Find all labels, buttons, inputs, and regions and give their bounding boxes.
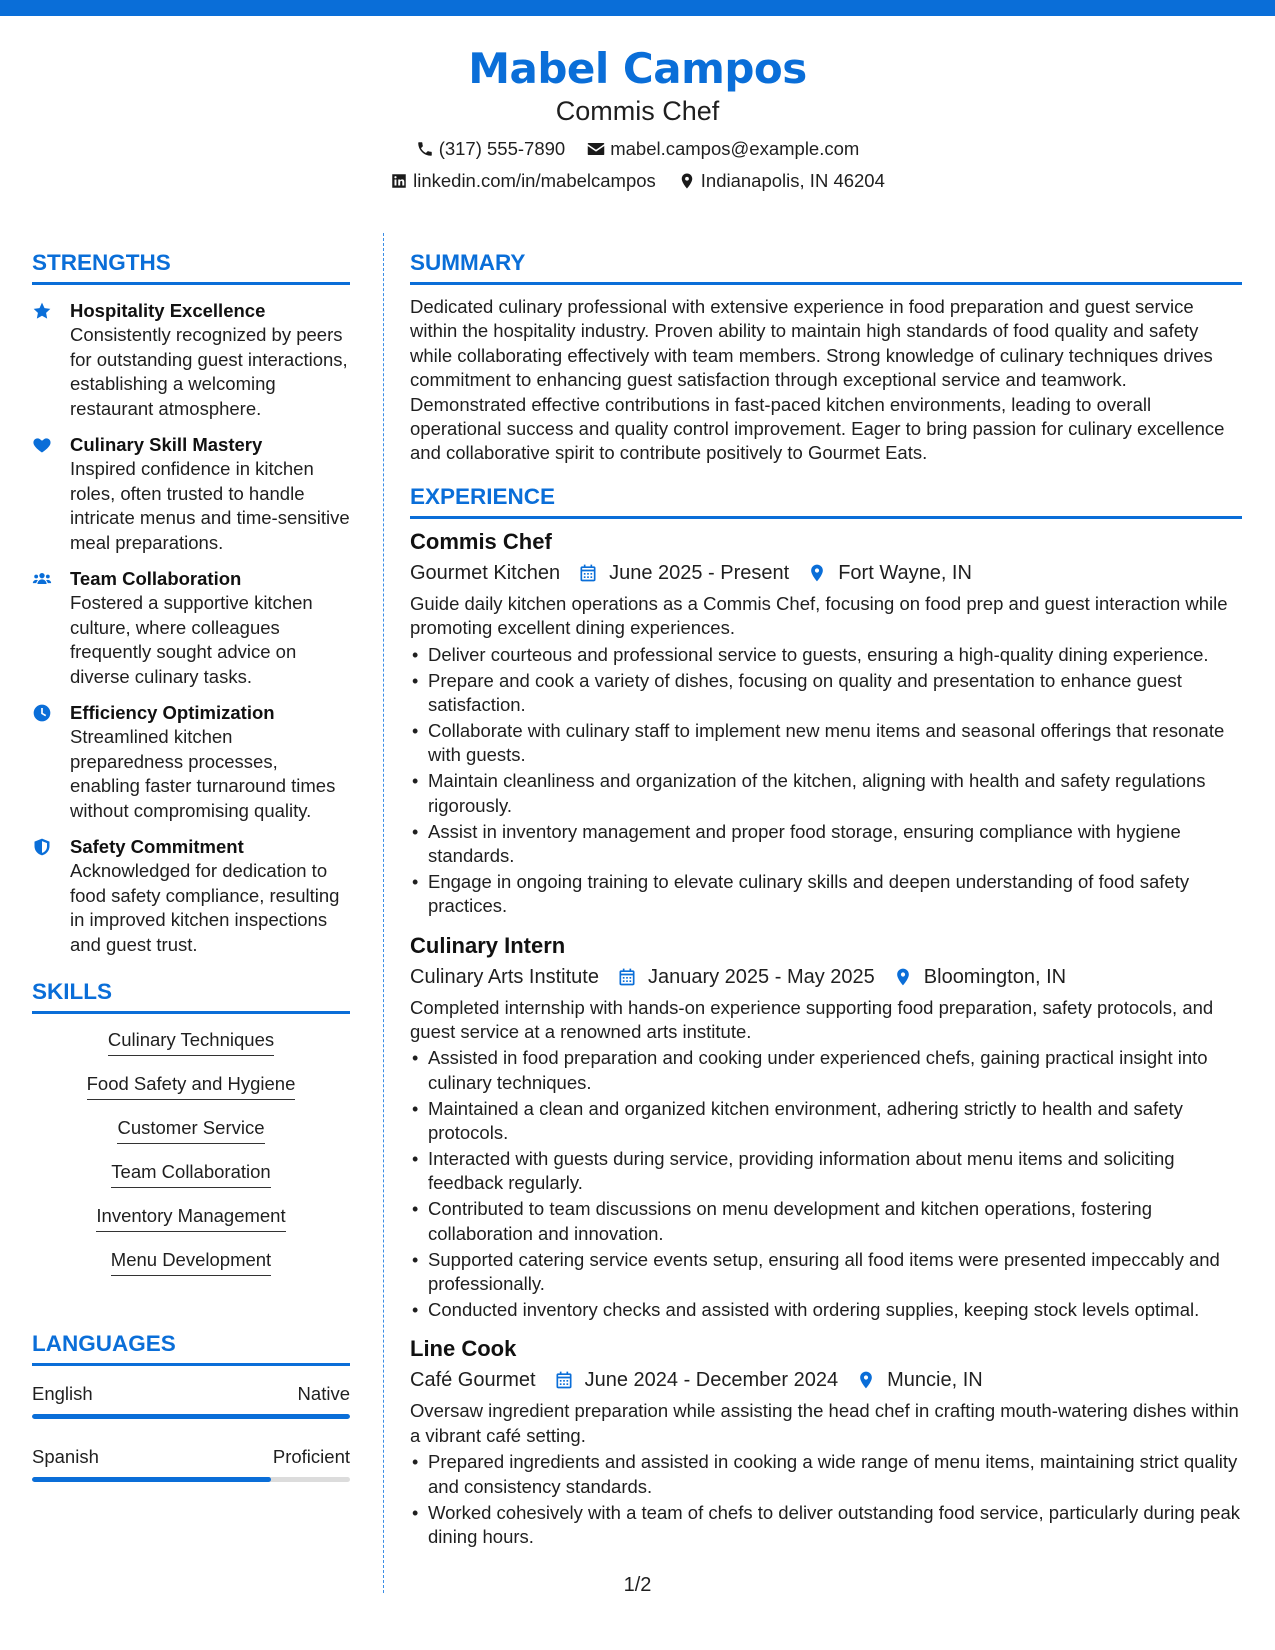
job-bullet: • Interacted with guests during service, providing information about menu items and soliciting feedback regularly. — [410, 1147, 1242, 1196]
skill-item: Culinary Techniques — [108, 1028, 274, 1056]
job-dates: June 2024 - December 2024 — [584, 1369, 839, 1392]
job-meta — [410, 559, 1242, 587]
clock-icon — [32, 703, 52, 723]
strength-title: Hospitality Excellence — [70, 300, 266, 321]
strength-title: Safety Commitment — [70, 836, 244, 857]
phone-text: (317) 555-7890 — [438, 138, 566, 159]
language-name: Spanish — [32, 1446, 99, 1467]
top-accent-bar — [0, 0, 1275, 16]
contact-row-1 — [0, 137, 1275, 161]
language-name: English — [32, 1383, 93, 1404]
job-title: Commis Chef — [410, 528, 552, 554]
strengths-heading: STRENGTHS — [32, 248, 350, 285]
contact-email[interactable] — [587, 137, 859, 161]
calendar-icon — [554, 1370, 574, 1390]
strength-title: Culinary Skill Mastery — [70, 434, 263, 455]
language-item — [32, 1445, 350, 1482]
strength-description: Streamlined kitchen preparedness processes, enabling faster turnaround times without compromising quality. — [70, 726, 336, 821]
languages-heading: LANGUAGES — [32, 1329, 350, 1366]
job-bullet: • Maintain cleanliness and organization of the kitchen, aligning with health and safety regulations rigorously. — [410, 769, 1242, 818]
job-title: Line Cook — [410, 1336, 517, 1362]
experience-heading: EXPERIENCE — [410, 482, 1242, 519]
users-icon — [32, 569, 52, 589]
job-entry — [410, 527, 1242, 919]
location-text: Indianapolis, IN 46204 — [700, 170, 885, 191]
skills-list — [32, 1028, 350, 1292]
language-proficiency-fill — [32, 1477, 271, 1482]
strength-title: Team Collaboration — [70, 568, 242, 589]
job-description: Oversaw ingredient preparation while assisting the head chef in crafting mouth-watering dishes within a vibrant café setting. — [410, 1400, 1239, 1446]
heart-icon — [32, 435, 52, 455]
shield-icon — [32, 837, 52, 857]
skill-item: Team Collaboration — [111, 1160, 270, 1188]
job-meta — [410, 1366, 1242, 1394]
job-bullet: • Maintained a clean and organized kitchen environment, adhering strictly to health and safety protocols. — [410, 1097, 1242, 1146]
right-column — [410, 248, 1242, 1551]
skill-item: Menu Development — [111, 1248, 271, 1276]
calendar-icon — [578, 563, 598, 583]
skill-item: Food Safety and Hygiene — [87, 1072, 296, 1100]
strength-description: Acknowledged for dedication to food safety compliance, resulting in improved kitchen inspections and guest trust. — [70, 860, 340, 955]
job-description: Completed internship with hands-on experience supporting food preparation, safety protocols, and guest service at a renowned arts institute. — [410, 996, 1214, 1043]
job-bullet: • Prepared ingredients and assisted in cooking a wide range of menu items, maintaining strict quality and consistency standards. — [410, 1450, 1242, 1499]
strength-description: Consistently recognized by peers for outstanding guest interactions, establishing a welcoming restaurant atmosphere. — [70, 324, 348, 419]
envelope-icon — [587, 140, 605, 158]
skill-item: Customer Service — [117, 1116, 264, 1144]
job-company: Culinary Arts Institute — [410, 965, 599, 988]
job-bullet: • Deliver courteous and professional service to guests, ensuring a high-quality dining experience. — [410, 643, 1242, 667]
job-bullet: • Assisted in food preparation and cooking under experienced chefs, gaining practical insight into culinary techniques. — [410, 1046, 1242, 1095]
candidate-role: Commis Chef — [555, 96, 720, 126]
job-title: Culinary Intern — [410, 932, 566, 958]
job-location: Fort Wayne, IN — [838, 561, 972, 584]
job-bullet: • Worked cohesively with a team of chefs to deliver outstanding food service, particularly during peak dining hours. — [410, 1501, 1242, 1550]
contact-row-2 — [0, 169, 1275, 193]
linkedin-text: linkedin.com/in/mabelcampos — [413, 170, 656, 191]
strength-item — [32, 701, 350, 823]
strength-title: Efficiency Optimization — [70, 702, 275, 723]
strength-item — [32, 299, 350, 421]
language-proficiency-fill — [32, 1414, 350, 1419]
strength-item — [32, 835, 350, 957]
job-meta — [410, 963, 1242, 991]
job-bullets — [410, 643, 1242, 919]
phone-icon — [416, 140, 434, 158]
job-dates: June 2025 - Present — [609, 561, 790, 584]
job-bullet: • Conducted inventory checks and assisted with ordering supplies, keeping stock levels optimal. — [410, 1298, 1242, 1322]
candidate-name: Mabel Campos — [468, 44, 807, 93]
map-pin-icon — [856, 1370, 876, 1390]
job-entry — [410, 1334, 1242, 1549]
skill-item: Inventory Management — [96, 1204, 285, 1232]
map-pin-icon — [893, 967, 913, 987]
job-bullet: • Assist in inventory management and proper food storage, ensuring compliance with hygiene standards. — [410, 820, 1242, 869]
map-pin-icon — [678, 172, 696, 190]
language-level: Native — [297, 1383, 350, 1404]
contact-linkedin[interactable] — [390, 169, 656, 193]
star-icon — [32, 301, 52, 321]
resume-header — [0, 44, 1275, 193]
email-text: mabel.campos@example.com — [610, 138, 860, 159]
strength-item — [32, 567, 350, 689]
strength-description: Fostered a supportive kitchen culture, where colleagues frequently sought advice on diverse culinary tasks. — [70, 592, 313, 687]
linkedin-icon — [390, 172, 408, 190]
job-bullet: • Collaborate with culinary staff to implement new menu items and seasonal offerings that resonate with guests. — [410, 719, 1242, 768]
job-entry — [410, 931, 1242, 1323]
language-item — [32, 1382, 350, 1419]
job-dates: January 2025 - May 2025 — [647, 965, 875, 988]
job-bullets — [410, 1450, 1242, 1549]
strength-description: Inspired confidence in kitchen roles, often trusted to handle intricate menus and time-sensitive meal preparations. — [70, 458, 350, 553]
job-bullet: • Engage in ongoing training to elevate culinary skills and deepen understanding of food safety practices. — [410, 870, 1242, 919]
left-column — [32, 248, 350, 1482]
language-level: Proficient — [272, 1446, 350, 1467]
experience-list — [410, 527, 1242, 1550]
skills-heading: SKILLS — [32, 977, 350, 1014]
job-bullets — [410, 1046, 1242, 1322]
job-bullet: • Prepare and cook a variety of dishes, focusing on quality and presentation to enhance guest satisfaction. — [410, 669, 1242, 718]
summary-text: Dedicated culinary professional with extensive experience in food preparation and guest service within the hospitality industry. Proven ability to maintain high standards of food quality and safety while collaborating effectively with team members. Strong knowledge of culinary techniques drives commitment to enhancing guest satisfaction through exceptional service and teamwork. Demonstrated effective contributions in fast-paced kitchen environments, leading to overall operational success and quality control improvement. Eager to bring passion for culinary excellence and collaborative spirit to contribute positively to Gourmet Eats. — [410, 296, 1225, 464]
job-company: Gourmet Kitchen — [410, 561, 561, 584]
language-proficiency-bar — [32, 1414, 350, 1419]
strength-item — [32, 433, 350, 555]
job-company: Café Gourmet — [410, 1369, 536, 1392]
job-location: Bloomington, IN — [923, 965, 1067, 988]
summary-heading: SUMMARY — [410, 248, 1242, 285]
job-bullet: • Contributed to team discussions on menu development and kitchen operations, fostering collaboration and innovation. — [410, 1197, 1242, 1246]
job-bullet: • Supported catering service events setup, ensuring all food items were presented impeccably and professionally. — [410, 1248, 1242, 1297]
calendar-icon — [617, 967, 637, 987]
language-proficiency-bar — [32, 1477, 350, 1482]
page-number: 1/2 — [623, 1574, 652, 1596]
job-description: Guide daily kitchen operations as a Commis Chef, focusing on food prep and guest interaction while promoting excellent dining experiences. — [410, 592, 1228, 639]
contact-phone — [416, 137, 566, 161]
job-location: Muncie, IN — [887, 1369, 983, 1392]
column-divider — [383, 233, 384, 1593]
contact-location — [678, 169, 885, 193]
strengths-list — [32, 299, 350, 957]
map-pin-icon — [807, 563, 827, 583]
